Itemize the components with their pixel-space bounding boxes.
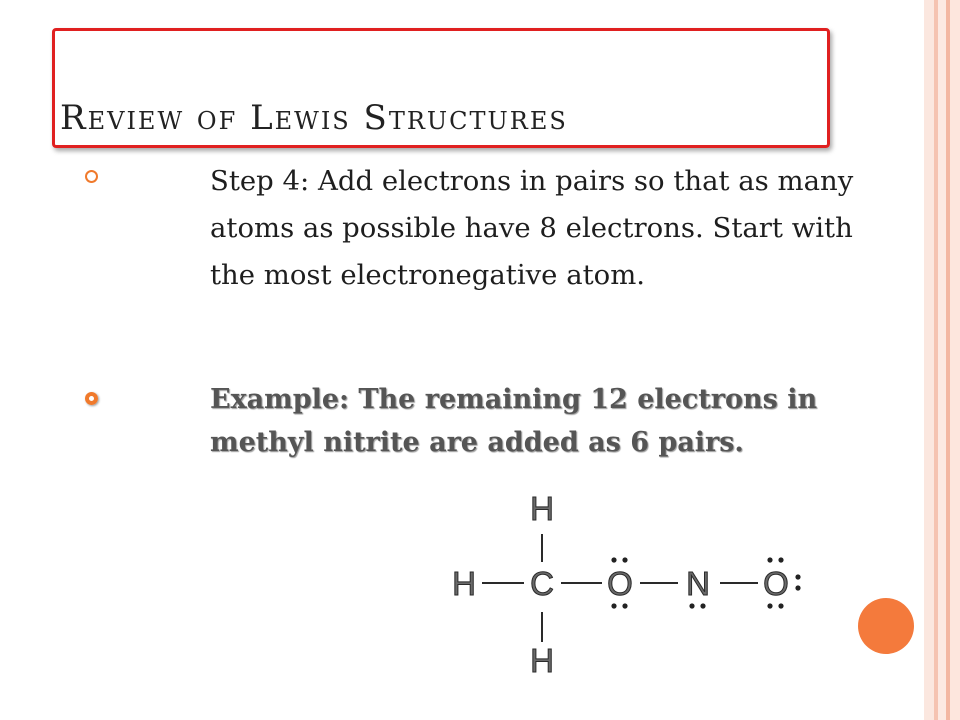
slide-title: Review of Lewis Structures xyxy=(60,98,568,138)
atom-carbon: C xyxy=(530,565,554,602)
atom-oxygen-2: O xyxy=(763,565,789,602)
decorative-orange-circle xyxy=(858,598,914,654)
atom-h-left: H xyxy=(452,565,476,602)
atom-nitrogen: N xyxy=(686,565,710,602)
lone-pair-o2-right xyxy=(795,574,800,590)
bullet-circle-icon xyxy=(85,170,98,183)
lone-pair-o1-top xyxy=(611,557,627,562)
decorative-side-stripes xyxy=(924,0,960,720)
lewis-structure-diagram xyxy=(430,480,830,690)
atom-oxygen-1: O xyxy=(607,565,633,602)
bullet-circle-icon xyxy=(85,392,98,405)
lone-pair-n-bottom xyxy=(689,603,705,608)
lone-pair-o1-bottom xyxy=(611,603,627,608)
lone-pair-o2-top xyxy=(767,557,783,562)
example-text: Example: The remaining 12 electrons in methyl nitrite are added as 6 pairs. xyxy=(210,384,818,458)
methyl-nitrite-lewis-structure xyxy=(430,480,830,690)
step-4-text: Step 4: Add electrons in pairs so that as many atoms as possible have 8 electrons. Start with the most electronegative atom. xyxy=(210,165,854,291)
atom-h-top: H xyxy=(530,490,554,527)
lone-pair-o2-bottom xyxy=(767,603,783,608)
atom-h-bottom: H xyxy=(530,642,554,679)
